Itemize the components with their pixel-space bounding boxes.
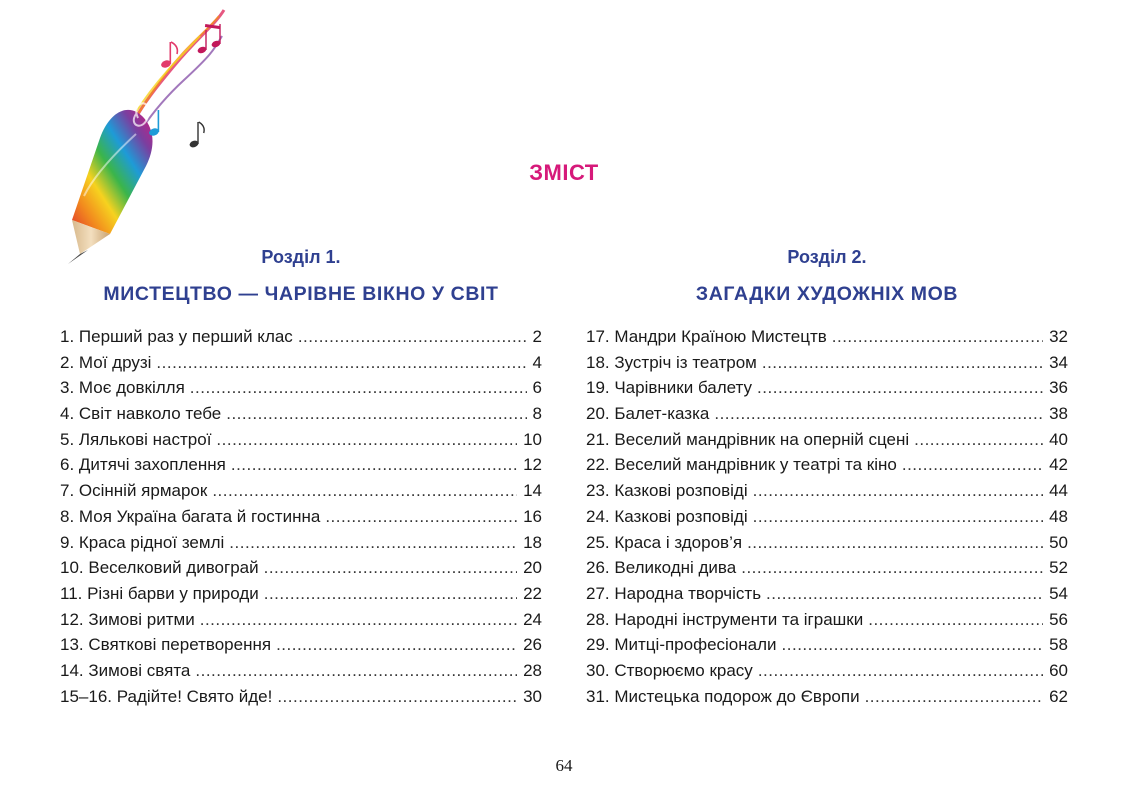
toc-entry-page: 10 [523,429,542,449]
toc-entry-page: 18 [523,532,542,552]
toc-entry [60,607,542,633]
toc-entry-title: 28. Народні інструменти та іграшки [586,609,864,629]
toc-entry-title: 29. Митці-професіонали [586,635,777,655]
dot-leader [753,478,1043,504]
dot-leader [216,427,517,453]
toc-entry [586,350,1068,376]
toc-entry [60,504,542,530]
toc-entry [60,324,542,350]
dot-leader [757,375,1043,401]
toc-entry [586,632,1068,658]
toc-entry [60,401,542,427]
toc-entry-page: 32 [1049,327,1068,346]
toc-entry [60,427,542,453]
toc-entry-page: 26 [523,635,542,655]
toc-entry [586,324,1068,350]
toc-entry-page: 62 [1049,686,1068,706]
toc-entry [586,401,1068,427]
toc-entry [586,581,1068,607]
toc-entry [586,478,1068,504]
toc-entry-page: 8 [532,404,542,424]
toc-entry [586,427,1068,453]
dot-leader [782,632,1044,658]
toc-entry [586,452,1068,478]
toc-entry [60,375,542,401]
dot-leader [264,555,517,581]
toc-entry-title: 25. Краса і здоров’я [586,532,743,552]
toc-entry-page: 34 [1049,352,1068,372]
toc-list [60,324,542,709]
toc-entry-title: 1. Перший раз у перший клас [60,327,293,346]
dot-leader [195,658,517,684]
toc-entry [60,478,542,504]
toc-entry [586,607,1068,633]
toc-entry-title: 3. Моє довкілля [60,378,185,398]
dot-leader [264,581,517,607]
toc-entry [586,684,1068,710]
section-label: Розділ 2. [787,247,867,267]
toc-entry-page: 20 [523,558,542,578]
toc-entry [60,350,542,376]
toc-entry-title: 2. Мої друзі [60,352,152,372]
dot-leader [832,324,1043,350]
toc-entry [60,581,542,607]
dot-leader [200,607,517,633]
toc-entry-title: 18. Зустріч із театром [586,352,757,372]
toc-entry-title: 21. Веселий мандрівник на оперній сцені [586,429,910,449]
toc-entry-page: 38 [1049,404,1068,424]
toc-list [586,324,1068,709]
toc-entry-page: 14 [523,481,542,501]
toc-entry-title: 23. Казкові розповіді [586,481,748,501]
dot-leader [753,504,1043,530]
toc-entry-page: 12 [523,455,542,475]
page-number: 64 [555,756,573,775]
toc-entry-page: 36 [1049,378,1068,398]
toc-entry-page: 28 [523,660,542,680]
dot-leader [156,350,526,376]
toc-entry [60,658,542,684]
dot-leader [298,324,527,350]
toc-entry-page: 50 [1049,532,1068,552]
dot-leader [231,452,517,478]
dot-leader [762,350,1043,376]
toc-entry-page: 58 [1049,635,1068,655]
dot-leader [276,632,517,658]
toc-entry-page: 48 [1049,506,1068,526]
toc-entry-title: 30. Створюємо красу [586,660,753,680]
section-column-2 [586,240,1068,709]
toc-entry-title: 12. Зимові ритми [60,609,195,629]
toc-entry [60,530,542,556]
toc-entry-page: 56 [1049,609,1068,629]
toc-entry-page: 2 [532,327,542,346]
toc-entry-title: 5. Лялькові настрої [60,429,212,449]
dot-leader [902,452,1043,478]
toc-entry [586,555,1068,581]
toc-entry [60,684,542,710]
toc-entry-title: 7. Осінній ярмарок [60,481,208,501]
toc-entry-title: 4. Світ навколо тебе [60,404,222,424]
toc-entry-page: 54 [1049,583,1068,603]
toc-entry [586,658,1068,684]
toc-entry-title: 24. Казкові розповіді [586,506,748,526]
toc-entry-page: 40 [1049,429,1068,449]
toc-entry-title: 22. Веселий мандрівник у театрі та кіно [586,455,897,475]
toc-entry [60,452,542,478]
dot-leader [868,607,1043,633]
dot-leader [865,684,1044,710]
dot-leader [229,530,517,556]
toc-entry-page: 42 [1049,455,1068,475]
toc-entry-page: 24 [523,609,542,629]
dot-leader [766,581,1043,607]
toc-entry-title: 31. Мистецька подорож до Європи [586,686,860,706]
toc-entry-page: 22 [523,583,542,603]
toc-entry-title: 6. Дитячі захоплення [60,455,226,475]
dot-leader [277,684,517,710]
dot-leader [741,555,1043,581]
rainbow-pencil-music-icon [54,6,226,268]
dot-leader [747,530,1043,556]
toc-entry-page: 6 [532,378,542,398]
dot-leader [226,401,526,427]
dot-leader [914,427,1043,453]
section-title: ЗАГАДКИ ХУДОЖНІХ МОВ [695,283,959,305]
dot-leader [758,658,1043,684]
toc-entry-title: 11. Різні барви у природи [60,583,259,603]
toc-entry-page: 4 [532,352,542,372]
toc-entry-title: 13. Святкові перетворення [60,635,272,655]
toc-entry-title: 20. Балет-казка [586,404,710,424]
section-column-1 [60,240,542,709]
toc-entry [586,504,1068,530]
toc-entry-title: 17. Мандри Країною Мистецтв [586,327,827,346]
toc-entry-page: 30 [523,686,542,706]
toc-entry-title: 14. Зимові свята [60,660,191,680]
toc-entry-title: 15–16. Радійте! Свято йде! [60,686,273,706]
toc-entry [586,530,1068,556]
toc-entry-page: 60 [1049,660,1068,680]
dot-leader [325,504,517,530]
toc-entry-title: 26. Великодні дива [586,558,737,578]
toc-entry [586,375,1068,401]
toc-entry-title: 19. Чарівники балету [586,378,753,398]
toc-entry-title: 10. Веселковий дивограй [60,558,259,578]
toc-entry [60,555,542,581]
toc-entry-title: 8. Моя Україна багата й гостинна [60,506,321,526]
dot-leader [190,375,527,401]
dot-leader [714,401,1043,427]
section-title: МИСТЕЦТВО — ЧАРІВНЕ ВІКНО У СВІТ [103,283,499,305]
toc-entry-title: 9. Краса рідної землі [60,532,225,552]
toc-entry-title: 27. Народна творчість [586,583,762,603]
dot-leader [212,478,517,504]
section-label: Розділ 1. [261,247,341,267]
toc-entry-page: 16 [523,506,542,526]
toc-entry [60,632,542,658]
page-title: ЗМІСТ [529,160,599,185]
toc-entry-page: 44 [1049,481,1068,501]
toc-entry-page: 52 [1049,558,1068,578]
